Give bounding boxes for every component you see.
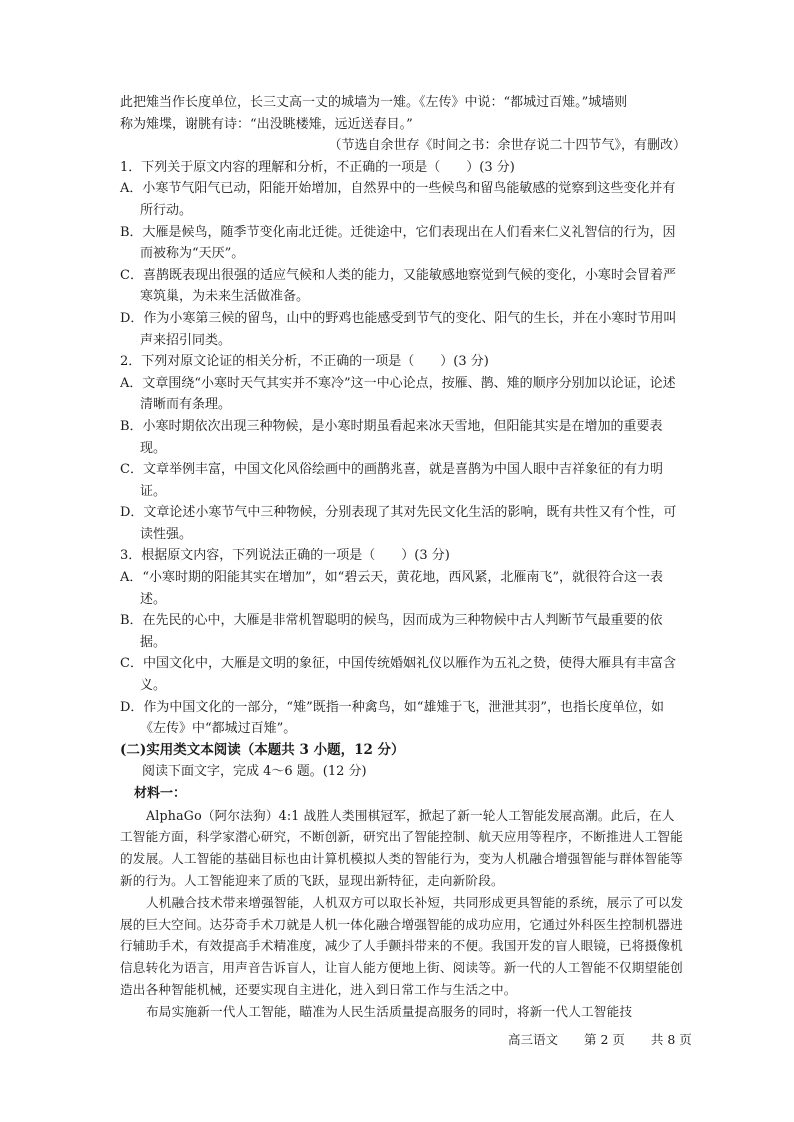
footer-page-number: 第 2 页 [584,1032,625,1047]
question-1-option-d: D．作为小寒第三候的留鸟，山中的野鸡也能感受到节气的变化、阳气的生长，并在小寒时节用叫声来招引同类。 [120,310,677,348]
question-2-stem: 2．下列对原文论证的相关分析，不正确的一项是（ ）(3 分) [120,354,489,370]
question-3-option-c: C．中国文化中，大雁是文明的象征，中国传统婚姻礼仪以雁作为五礼之贽，使得大雁具有丰富含义。 [120,656,676,694]
question-3-stem: 3．根据原文内容，下列说法正确的一项是（ ）(3 分) [120,548,450,564]
page-content [120,92,686,1023]
material-label: 材料一： [134,786,187,801]
question-3-option-d: D．作为中国文化的一部分，“雉”既指一种禽鸟，如“雄雉于飞，泄泄其羽”，也指长度单位，如《左传》中“都城过百雉”。 [120,699,665,737]
question-2-option-d: D．文章论述小寒节气中三种物候，分别表现了其对先民文化生活的影响，既有共性又有个性，可读性强。 [120,505,677,542]
question-1-option-c: C．喜鹊既表现出很强的适应气候和人类的能力，又能敏感地察觉到气候的变化，小寒时会冒着严寒筑巢，为未来生活做准备。 [120,267,676,305]
intro-line-2: 称为雉堞，谢朓有诗：“出没眺楼雉，远近送春目。” [120,116,413,132]
question-3-option-a: A．“小寒时期的阳能其实在增加”，如“碧云天，黄花地，西风紧，北雁南飞”，就很符合这一表述。 [120,570,663,607]
question-1-option-a: A．小寒节气阳气已动，阳能开始增加，自然界中的一些候鸟和留鸟能敏感的觉察到这些变化并有所行动。 [120,181,676,218]
material-paragraph-2: 人机融合技术带来增强智能，人机双方可以取长补短，共同形成更具智能的系统，展示了可以发展的巨大空间。达芬奇手术刀就是人机一体化融合增强智能的成功应用，它通过外科医生控制机器进行辅助手术，有效提高手术精准度，减少了人手颤抖带来的不便。我国开发的盲人眼镜，已将摄像机信息转化为语言，用声音告诉盲人，让盲人能方便地上街、阅读等。新一代的人工智能不仅期望能创造出各种智能机械，还要实现自主进化，进入到日常工作与生活之中。 [120,894,684,997]
question-1-stem: 1．下列关于原文内容的理解和分析，不正确的一项是（ ）(3 分) [120,159,515,175]
question-2-option-c: C．文章举例丰富，中国文化风俗绘画中的画鹊兆喜，就是喜鹊为中国人眼中吉祥象征的有力明证。 [120,462,663,499]
material-paragraph-3: 布局实施新一代人工智能，瞄准为人民生活质量提高服务的同时，将新一代人工智能技 [146,1003,633,1019]
question-1-option-b: B．大雁是候鸟，随季节变化南北迁徙。迁徙途中，它们表现出在人们看来仁义礼智信的行为，因而被称为“天厌”。 [120,224,676,262]
footer-total-pages: 共 8 页 [650,1032,692,1047]
section-heading: (二)实用类文本阅读（本题共 3 小题，12 分） [120,741,405,758]
footer-subject: 高三语文 [508,1032,559,1047]
source-citation: （节选自余世存《时间之书：余世存说二十四节气》，有删改） [328,138,686,154]
question-2-option-a: A．文章围绕“小寒时天气其实并不寒冷”这一中心论点，按雁、鹊、雉的顺序分别加以论证，论述清晰而有条理。 [120,375,676,413]
section-instruction: 阅读下面文字，完成 4～6 题。(12 分) [142,764,367,780]
material-paragraph-1: AlphaGo（阿尔法狗）4:1 战胜人类围棋冠军，掀起了新一轮人工智能发展高潮。此后，在人工智能方面，科学家潜心研究，不断创新，研究出了智能控制、航天应用等程序，不断推进人工智能的发展。人工智能的基础目标也由计算机模拟人类的智能行为，变为人机融合增强智能与群体智能等新的行为。人工智能迎来了质的飞跃，显现出新特征，走向新阶段。 [120,807,683,888]
intro-line-1: 此把雉当作长度单位，长三丈高一丈的城墙为一雉。《左传》中说：“都城过百雉。”城墙则 [120,95,628,110]
question-2-option-b: B．小寒时期依次出现三种物候，是小寒时期虽看起来冰天雪地，但阳能其实是在增加的重要表现。 [120,418,663,456]
page-footer [508,1030,692,1048]
question-3-option-b: B．在先民的心中，大雁是非常机智聪明的候鸟，因而成为三种物候中古人判断节气最重要的依据。 [120,613,663,650]
